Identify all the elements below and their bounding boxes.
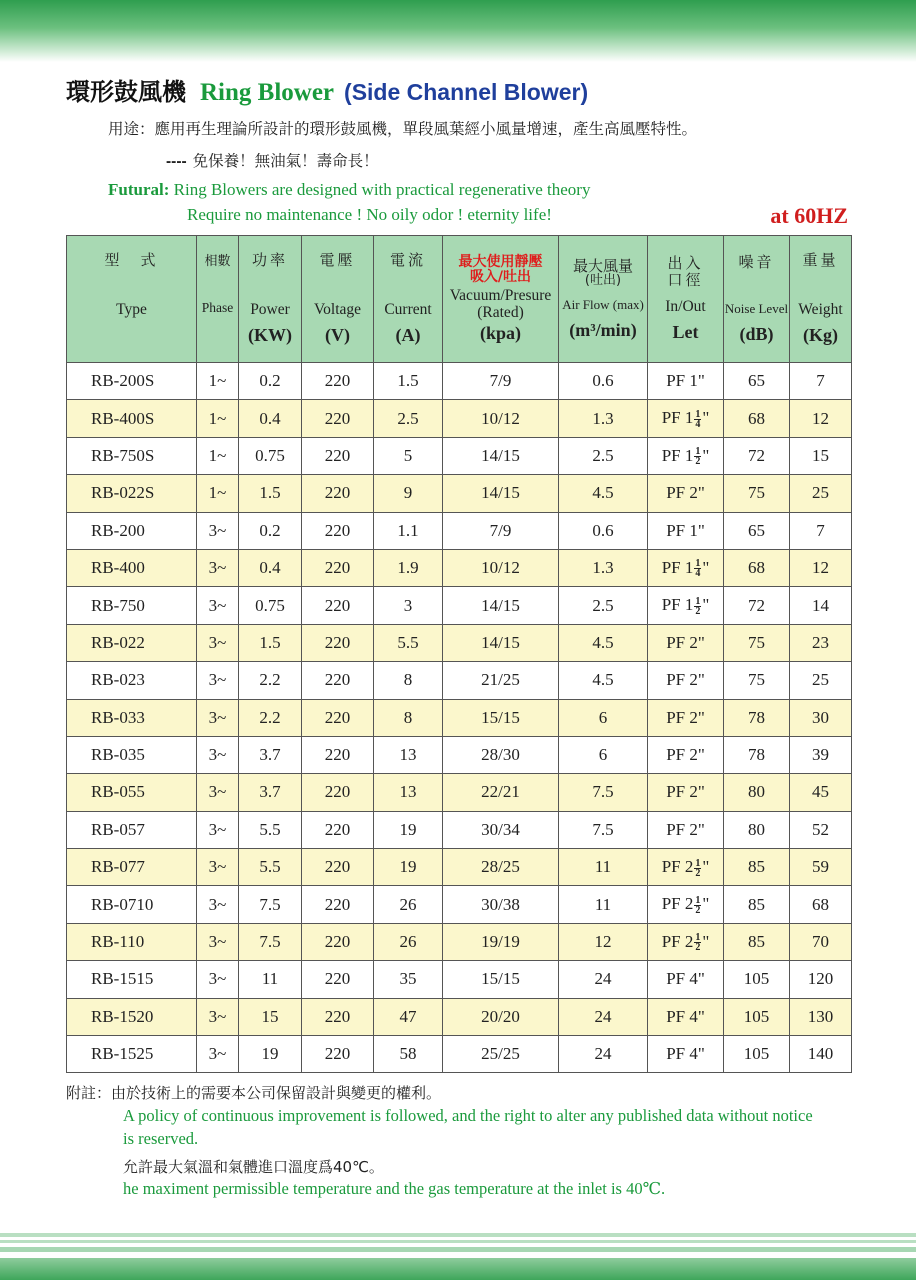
cell-type: RB-750S bbox=[67, 437, 197, 474]
cell-current: 13 bbox=[374, 736, 443, 773]
cell-airflow: 11 bbox=[559, 886, 648, 923]
cell-weight: 59 bbox=[790, 849, 852, 886]
cell-inout: PF 1 $\frac{1}{4}$ " bbox=[648, 400, 724, 437]
cell-phase: 3~ bbox=[197, 549, 239, 586]
table-row bbox=[67, 774, 852, 811]
cell-noise: 72 bbox=[724, 587, 790, 624]
cell-current: 26 bbox=[374, 923, 443, 960]
pf-fraction: $\frac{1}{4}$ bbox=[695, 558, 701, 580]
cell-type: RB-200 bbox=[67, 512, 197, 549]
cell-voltage: 220 bbox=[302, 774, 374, 811]
cell-power: 7.5 bbox=[239, 923, 302, 960]
cell-weight: 23 bbox=[790, 624, 852, 661]
pf-size: PF 2" bbox=[666, 707, 705, 727]
cell-phase: 3~ bbox=[197, 998, 239, 1035]
table-row bbox=[67, 512, 852, 549]
cell-power: 2.2 bbox=[239, 699, 302, 736]
cell-type: RB-022S bbox=[67, 475, 197, 512]
header-inout: 出入 口徑 In/Out Let bbox=[648, 236, 724, 363]
cell-vacuum: 30/38 bbox=[443, 886, 559, 923]
cell-phase: 3~ bbox=[197, 811, 239, 848]
cell-power: 7.5 bbox=[239, 886, 302, 923]
cell-voltage: 220 bbox=[302, 886, 374, 923]
cell-weight: 7 bbox=[790, 512, 852, 549]
cell-phase: 1~ bbox=[197, 475, 239, 512]
cell-weight: 45 bbox=[790, 774, 852, 811]
pf-fraction: $\frac{1}{4}$ bbox=[695, 408, 701, 430]
cell-noise: 78 bbox=[724, 736, 790, 773]
cell-type: RB-1520 bbox=[67, 998, 197, 1035]
cell-current: 58 bbox=[374, 1036, 443, 1073]
cell-noise: 105 bbox=[724, 961, 790, 998]
header-phase: 相數 Phase bbox=[197, 236, 239, 363]
cell-voltage: 220 bbox=[302, 549, 374, 586]
table-row bbox=[67, 886, 852, 923]
cell-power: 5.5 bbox=[239, 849, 302, 886]
header-airflow: 最大風量 (吐出) Air Flow (max) (m³/min) bbox=[559, 236, 648, 363]
cell-inout: PF 2 $\frac{1}{2}$ " bbox=[648, 849, 724, 886]
cell-power: 1.5 bbox=[239, 624, 302, 661]
cell-power: 1.5 bbox=[239, 475, 302, 512]
cell-phase: 1~ bbox=[197, 363, 239, 400]
cell-voltage: 220 bbox=[302, 624, 374, 661]
note-chinese-1: 附註：由於技術上的需要本公司保留設計與變更的權利。 bbox=[66, 1084, 442, 1102]
table-row bbox=[67, 923, 852, 960]
cell-weight: 68 bbox=[790, 886, 852, 923]
cell-type: RB-077 bbox=[67, 849, 197, 886]
cell-noise: 75 bbox=[724, 475, 790, 512]
cell-power: 0.2 bbox=[239, 512, 302, 549]
cell-airflow: 1.3 bbox=[559, 549, 648, 586]
cell-type: RB-022 bbox=[67, 624, 197, 661]
cell-weight: 70 bbox=[790, 923, 852, 960]
table-row bbox=[67, 437, 852, 474]
table-row bbox=[67, 624, 852, 661]
pf-size: PF 4" bbox=[666, 1044, 705, 1064]
cell-phase: 3~ bbox=[197, 774, 239, 811]
cell-current: 35 bbox=[374, 961, 443, 998]
cell-type: RB-023 bbox=[67, 662, 197, 699]
pf-fraction: $\frac{1}{2}$ bbox=[695, 595, 701, 617]
table-row bbox=[67, 961, 852, 998]
cell-current: 19 bbox=[374, 811, 443, 848]
slogan-text: 免保養！無油氣！壽命長！ bbox=[192, 152, 379, 170]
cell-noise: 85 bbox=[724, 849, 790, 886]
pf-size: PF 4" bbox=[666, 969, 705, 989]
cell-airflow: 1.3 bbox=[559, 400, 648, 437]
pf-size: PF 1 bbox=[661, 445, 694, 465]
cell-weight: 12 bbox=[790, 400, 852, 437]
cell-weight: 25 bbox=[790, 662, 852, 699]
cell-type: RB-400 bbox=[67, 549, 197, 586]
cell-inout: PF 1 $\frac{1}{4}$ " bbox=[648, 549, 724, 586]
cell-weight: 30 bbox=[790, 699, 852, 736]
cell-phase: 1~ bbox=[197, 437, 239, 474]
cell-vacuum: 14/15 bbox=[443, 437, 559, 474]
note-english-2: he maximent permissible temperature and the gas temperature at the inlet is 40℃. bbox=[123, 1179, 666, 1198]
cell-phase: 3~ bbox=[197, 961, 239, 998]
cell-weight: 120 bbox=[790, 961, 852, 998]
cell-noise: 80 bbox=[724, 811, 790, 848]
cell-weight: 15 bbox=[790, 437, 852, 474]
cell-voltage: 220 bbox=[302, 475, 374, 512]
cell-airflow: 7.5 bbox=[559, 811, 648, 848]
cell-voltage: 220 bbox=[302, 736, 374, 773]
cell-noise: 105 bbox=[724, 998, 790, 1035]
futural-label: Futural: bbox=[108, 180, 170, 199]
cell-airflow: 4.5 bbox=[559, 662, 648, 699]
cell-current: 3 bbox=[374, 587, 443, 624]
cell-voltage: 220 bbox=[302, 512, 374, 549]
cell-vacuum: 28/30 bbox=[443, 736, 559, 773]
page-title bbox=[66, 72, 588, 106]
cell-weight: 14 bbox=[790, 587, 852, 624]
cell-type: RB-035 bbox=[67, 736, 197, 773]
cell-current: 8 bbox=[374, 699, 443, 736]
cell-voltage: 220 bbox=[302, 662, 374, 699]
cell-power: 19 bbox=[239, 1036, 302, 1073]
bottom-band bbox=[0, 1258, 916, 1280]
cell-noise: 68 bbox=[724, 549, 790, 586]
table-row bbox=[67, 699, 852, 736]
bottom-stripe bbox=[0, 1233, 916, 1237]
cell-weight: 140 bbox=[790, 1036, 852, 1073]
cell-noise: 78 bbox=[724, 699, 790, 736]
pf-size: PF 2 bbox=[661, 894, 694, 914]
cell-power: 0.75 bbox=[239, 587, 302, 624]
cell-current: 9 bbox=[374, 475, 443, 512]
pf-size: PF 2" bbox=[666, 483, 705, 503]
pf-size: PF 4" bbox=[666, 1006, 705, 1026]
table-row bbox=[67, 400, 852, 437]
pf-size: PF 1 bbox=[661, 595, 694, 615]
pf-size: PF 2" bbox=[666, 782, 705, 802]
cell-voltage: 220 bbox=[302, 849, 374, 886]
cell-vacuum: 21/25 bbox=[443, 662, 559, 699]
cell-weight: 52 bbox=[790, 811, 852, 848]
cell-noise: 75 bbox=[724, 662, 790, 699]
cell-type: RB-055 bbox=[67, 774, 197, 811]
cell-vacuum: 14/15 bbox=[443, 624, 559, 661]
cell-airflow: 0.6 bbox=[559, 363, 648, 400]
cell-current: 1.5 bbox=[374, 363, 443, 400]
cell-type: RB-057 bbox=[67, 811, 197, 848]
header-voltage: 電壓 Voltage (V) bbox=[302, 236, 374, 363]
table-row bbox=[67, 1036, 852, 1073]
cell-phase: 1~ bbox=[197, 400, 239, 437]
cell-vacuum: 15/15 bbox=[443, 961, 559, 998]
cell-airflow: 6 bbox=[559, 699, 648, 736]
cell-phase: 3~ bbox=[197, 886, 239, 923]
cell-vacuum: 7/9 bbox=[443, 512, 559, 549]
cell-noise: 65 bbox=[724, 512, 790, 549]
table-row bbox=[67, 587, 852, 624]
pf-size: PF 2 bbox=[661, 931, 694, 951]
cell-current: 26 bbox=[374, 886, 443, 923]
cell-power: 3.7 bbox=[239, 736, 302, 773]
pf-size: PF 1" bbox=[666, 520, 705, 540]
cell-airflow: 11 bbox=[559, 849, 648, 886]
bottom-stripe bbox=[0, 1247, 916, 1252]
cell-voltage: 220 bbox=[302, 811, 374, 848]
cell-vacuum: 10/12 bbox=[443, 549, 559, 586]
pf-size: PF 1 bbox=[661, 557, 694, 577]
table-header-row bbox=[67, 236, 852, 363]
table-row bbox=[67, 662, 852, 699]
cell-inout bbox=[648, 475, 724, 512]
cell-power: 3.7 bbox=[239, 774, 302, 811]
cell-inout: PF 2 $\frac{1}{2}$ " bbox=[648, 923, 724, 960]
title-chinese: 環形鼓風機 bbox=[66, 78, 186, 106]
cell-power: 0.4 bbox=[239, 400, 302, 437]
cell-current: 5.5 bbox=[374, 624, 443, 661]
pf-size: PF 1" bbox=[666, 371, 705, 391]
cell-voltage: 220 bbox=[302, 400, 374, 437]
cell-vacuum: 28/25 bbox=[443, 849, 559, 886]
cell-voltage: 220 bbox=[302, 363, 374, 400]
table-row bbox=[67, 998, 852, 1035]
futural-line bbox=[108, 180, 590, 200]
cell-noise: 72 bbox=[724, 437, 790, 474]
header-vacuum: 最大使用靜壓 吸入/吐出 Vacuum/Presure (Rated) (kpa) bbox=[443, 236, 559, 363]
cell-power: 0.75 bbox=[239, 437, 302, 474]
cell-current: 8 bbox=[374, 662, 443, 699]
cell-phase: 3~ bbox=[197, 923, 239, 960]
cell-inout: PF 1 $\frac{1}{2}$ " bbox=[648, 587, 724, 624]
cell-vacuum: 30/34 bbox=[443, 811, 559, 848]
pf-size: PF 2" bbox=[666, 745, 705, 765]
cell-voltage: 220 bbox=[302, 587, 374, 624]
cell-voltage: 220 bbox=[302, 1036, 374, 1073]
cell-type: RB-1515 bbox=[67, 961, 197, 998]
table-row bbox=[67, 811, 852, 848]
pf-fraction: $\frac{1}{2}$ bbox=[695, 932, 701, 954]
cell-current: 19 bbox=[374, 849, 443, 886]
header-weight: 重量 Weight (Kg) bbox=[790, 236, 852, 363]
cell-power: 5.5 bbox=[239, 811, 302, 848]
cell-inout bbox=[648, 961, 724, 998]
cell-inout: PF 2 $\frac{1}{2}$ " bbox=[648, 886, 724, 923]
usage-line: 用途：應用再生理論所設計的環形鼓風機，單段風葉經小風量增速，產生高風壓特性。 bbox=[108, 120, 698, 138]
bottom-stripe bbox=[0, 1240, 916, 1243]
futural-line-2: Require no maintenance ! No oily odor ! eternity life! bbox=[187, 205, 552, 224]
cell-voltage: 220 bbox=[302, 923, 374, 960]
cell-airflow: 4.5 bbox=[559, 475, 648, 512]
cell-type: RB-200S bbox=[67, 363, 197, 400]
cell-phase: 3~ bbox=[197, 849, 239, 886]
cell-weight: 25 bbox=[790, 475, 852, 512]
cell-airflow: 4.5 bbox=[559, 624, 648, 661]
top-decorative-band bbox=[0, 0, 916, 62]
pf-size: PF 2 bbox=[661, 856, 694, 876]
cell-vacuum: 10/12 bbox=[443, 400, 559, 437]
cell-power: 15 bbox=[239, 998, 302, 1035]
cell-vacuum: 14/15 bbox=[443, 475, 559, 512]
cell-inout: PF 1 $\frac{1}{2}$ " bbox=[648, 437, 724, 474]
cell-current: 2.5 bbox=[374, 400, 443, 437]
usage-slogan bbox=[166, 149, 379, 171]
cell-phase: 3~ bbox=[197, 699, 239, 736]
cell-noise: 65 bbox=[724, 363, 790, 400]
header-type: 型 式 Type bbox=[67, 236, 197, 363]
cell-noise: 85 bbox=[724, 923, 790, 960]
cell-type: RB-110 bbox=[67, 923, 197, 960]
table-row bbox=[67, 549, 852, 586]
cell-current: 47 bbox=[374, 998, 443, 1035]
cell-airflow: 24 bbox=[559, 961, 648, 998]
pf-fraction: $\frac{1}{2}$ bbox=[695, 894, 701, 916]
cell-vacuum: 25/25 bbox=[443, 1036, 559, 1073]
pf-size: PF 2" bbox=[666, 819, 705, 839]
cell-airflow: 12 bbox=[559, 923, 648, 960]
cell-phase: 3~ bbox=[197, 624, 239, 661]
cell-power: 2.2 bbox=[239, 662, 302, 699]
cell-power: 0.4 bbox=[239, 549, 302, 586]
cell-inout bbox=[648, 512, 724, 549]
cell-phase: 3~ bbox=[197, 662, 239, 699]
cell-vacuum: 7/9 bbox=[443, 363, 559, 400]
cell-inout bbox=[648, 1036, 724, 1073]
cell-airflow: 7.5 bbox=[559, 774, 648, 811]
cell-voltage: 220 bbox=[302, 961, 374, 998]
cell-current: 1.1 bbox=[374, 512, 443, 549]
cell-inout bbox=[648, 998, 724, 1035]
slogan-dash: ---- bbox=[166, 153, 187, 170]
cell-phase: 3~ bbox=[197, 1036, 239, 1073]
cell-power: 0.2 bbox=[239, 363, 302, 400]
cell-noise: 68 bbox=[724, 400, 790, 437]
cell-weight: 12 bbox=[790, 549, 852, 586]
cell-type: RB-1525 bbox=[67, 1036, 197, 1073]
cell-current: 5 bbox=[374, 437, 443, 474]
header-noise: 噪音 Noise Level (dB) bbox=[724, 236, 790, 363]
cell-inout bbox=[648, 811, 724, 848]
cell-type: RB-750 bbox=[67, 587, 197, 624]
futural-text: Ring Blowers are designed with practical regenerative theory bbox=[173, 180, 591, 199]
cell-inout bbox=[648, 774, 724, 811]
cell-type: RB-033 bbox=[67, 699, 197, 736]
cell-vacuum: 20/20 bbox=[443, 998, 559, 1035]
cell-noise: 85 bbox=[724, 886, 790, 923]
cell-weight: 130 bbox=[790, 998, 852, 1035]
cell-inout bbox=[648, 363, 724, 400]
cell-airflow: 24 bbox=[559, 1036, 648, 1073]
pf-fraction: $\frac{1}{2}$ bbox=[695, 857, 701, 879]
cell-vacuum: 14/15 bbox=[443, 587, 559, 624]
note-chinese-2: 允許最大氣溫和氣體進口溫度爲40℃。 bbox=[123, 1158, 384, 1176]
cell-airflow: 0.6 bbox=[559, 512, 648, 549]
header-current: 電流 Current (A) bbox=[374, 236, 443, 363]
table-row bbox=[67, 849, 852, 886]
cell-vacuum: 15/15 bbox=[443, 699, 559, 736]
spec-table bbox=[66, 235, 852, 1073]
cell-voltage: 220 bbox=[302, 699, 374, 736]
cell-noise: 75 bbox=[724, 624, 790, 661]
frequency-label: at 60HZ bbox=[770, 203, 848, 228]
cell-inout bbox=[648, 624, 724, 661]
pf-size: PF 1 bbox=[661, 408, 694, 428]
cell-inout bbox=[648, 662, 724, 699]
cell-phase: 3~ bbox=[197, 736, 239, 773]
header-power: 功率 Power (KW) bbox=[239, 236, 302, 363]
cell-airflow: 2.5 bbox=[559, 437, 648, 474]
cell-weight: 7 bbox=[790, 363, 852, 400]
cell-vacuum: 19/19 bbox=[443, 923, 559, 960]
cell-voltage: 220 bbox=[302, 998, 374, 1035]
note-english-1: A policy of continuous improvement is followed, and the right to alter any published data without notice is reserved. bbox=[123, 1106, 813, 1148]
cell-type: RB-0710 bbox=[67, 886, 197, 923]
cell-phase: 3~ bbox=[197, 587, 239, 624]
cell-noise: 105 bbox=[724, 1036, 790, 1073]
cell-inout bbox=[648, 699, 724, 736]
cell-airflow: 24 bbox=[559, 998, 648, 1035]
title-english: Ring Blower bbox=[200, 79, 335, 106]
pf-fraction: $\frac{1}{2}$ bbox=[695, 446, 701, 468]
table-row bbox=[67, 363, 852, 400]
cell-type: RB-400S bbox=[67, 400, 197, 437]
cell-airflow: 6 bbox=[559, 736, 648, 773]
cell-weight: 39 bbox=[790, 736, 852, 773]
cell-current: 13 bbox=[374, 774, 443, 811]
cell-airflow: 2.5 bbox=[559, 587, 648, 624]
cell-voltage: 220 bbox=[302, 437, 374, 474]
title-english-subtitle: (Side Channel Blower) bbox=[344, 79, 589, 105]
cell-noise: 80 bbox=[724, 774, 790, 811]
cell-vacuum: 22/21 bbox=[443, 774, 559, 811]
cell-phase: 3~ bbox=[197, 512, 239, 549]
pf-size: PF 2" bbox=[666, 670, 705, 690]
cell-inout bbox=[648, 736, 724, 773]
pf-size: PF 2" bbox=[666, 632, 705, 652]
cell-current: 1.9 bbox=[374, 549, 443, 586]
cell-power: 11 bbox=[239, 961, 302, 998]
table-row bbox=[67, 475, 852, 512]
table-row bbox=[67, 736, 852, 773]
